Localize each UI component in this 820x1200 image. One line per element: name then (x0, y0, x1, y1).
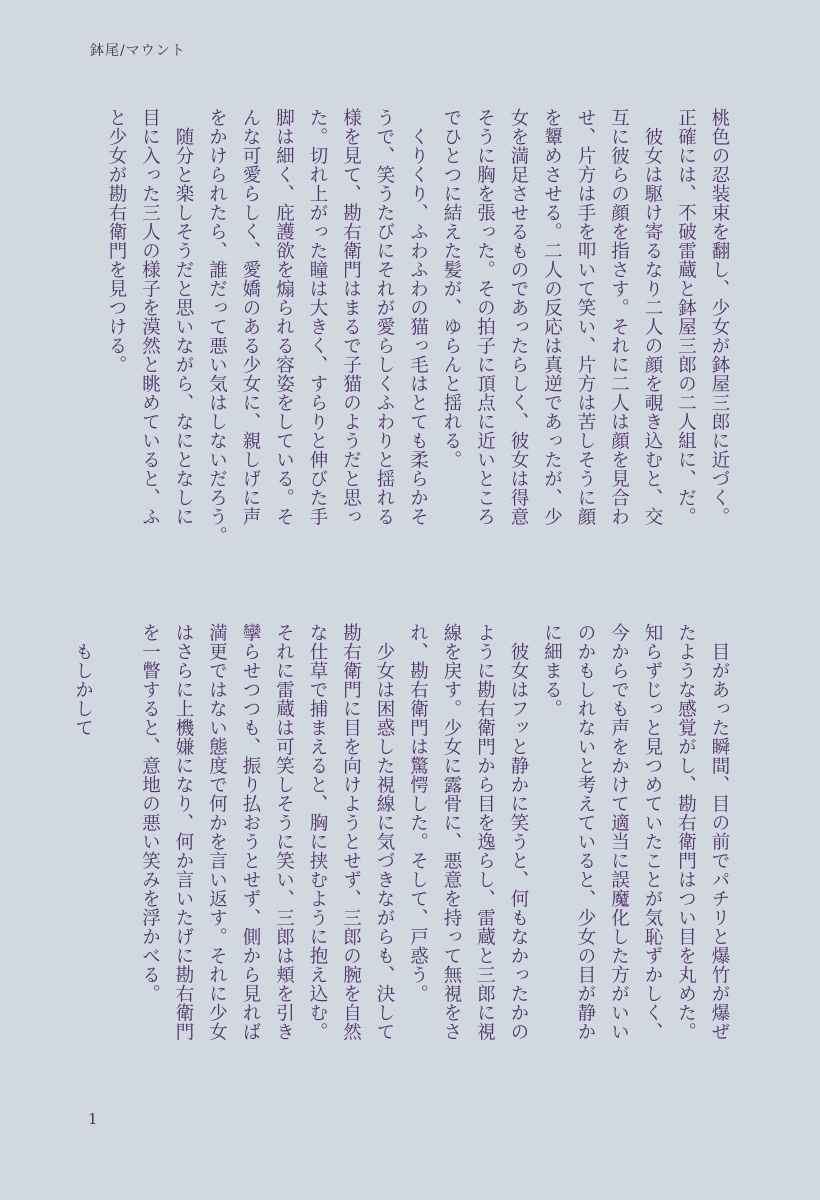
text-line: そうに胸を張った。その拍子に頂点に近いところ (474, 108, 496, 526)
text-line: 女を満足させるものであったらしく、彼女は得意 (508, 108, 529, 526)
text-line: ように勘右衛門から目を逸らし、雷蔵と三郎に視 (474, 623, 496, 1041)
text-line: 互に彼らの顔を指さす。それに二人は顔を見合わ (608, 108, 630, 526)
text-line: でひとつに結えた髪が、ゆらんと揺れる。 (441, 108, 462, 469)
text-line: んな可愛らしく、愛嬌のある少女に、親しげに声 (240, 108, 261, 526)
text-line: な仕草で捕まえると、胸に挟むように抱え込む。 (307, 623, 328, 1041)
text-line: せ、片方は手を叩いて笑い、片方は苦しそうに顔 (575, 108, 596, 526)
text-line: 正確には、不破雷蔵と鉢屋三郎の二人組に、だ。 (675, 108, 697, 526)
text-line: それに雷蔵は可笑しそうに笑い、三郎は頬を引き (273, 623, 295, 1041)
text-line: 今からでも声をかけて適当に誤魔化した方がいい (608, 623, 630, 1041)
text-line: 線を戻す。少女に露骨に、悪意を持って無視をさ (441, 623, 462, 1041)
text-line: 様を見て、勘右衛門はまるで子猫のようだと思っ (340, 108, 362, 526)
text-line: と少女が勘右衛門を見つける。 (106, 108, 127, 374)
text-line: 勘右衛門に目を向けようとせず、三郎の腕を自然 (340, 623, 362, 1041)
upper-text-block (100, 108, 737, 588)
page-header: 鉢尾/マウント (90, 43, 186, 59)
text-line: もしかして (72, 623, 94, 737)
page-number: 1 (88, 1110, 98, 1128)
text-line: 満更ではない態度で何かを言い返す。それに少女 (206, 623, 228, 1041)
text-line: のかもしれないと考えていると、少女の目が静か (575, 623, 596, 1041)
text-line: はさらに上機嫌になり、何か言いたげに勘右衛門 (173, 623, 194, 1041)
text-line: た。切れ上がった瞳は大きく、すらりと伸びた手 (307, 108, 328, 526)
text-line: 少女は困惑した視線に気づきながらも、決して (374, 623, 395, 1041)
text-line: 攣らせつつも、振り払おうとせず、側から見れば (240, 623, 261, 1041)
text-line: れ、勘右衛門は驚愕した。そして、戸惑う。 (407, 623, 429, 1003)
text-line: くりくり、ふわふわの猫っ毛はとても柔らかそ (407, 108, 429, 526)
text-line: たような感覚がし、勘右衛門はつい目を丸めた。 (675, 623, 697, 1041)
text-line: をかけられたら、誰だって悪い気はしないだろう。 (206, 108, 228, 545)
text-line: 知らずじっと見つめていたことが気恥ずかしく、 (642, 623, 663, 1041)
text-line (100, 623, 134, 1103)
text-line: を顰めさせる。二人の反応は真逆であったが、少 (541, 108, 563, 526)
text-line: 目に入った三人の様子を漠然と眺めていると、ふ (139, 108, 161, 526)
text-line: 目があった瞬間、目の前でパチリと爆竹が爆ぜ (709, 623, 730, 1041)
text-line: 彼女は駆け寄るなり二人の顔を覗き込むと、交 (642, 108, 663, 526)
text-line: 脚は細く、庇護欲を煽られる容姿をしている。そ (273, 108, 295, 526)
text-line: 彼女はフッと静かに笑うと、何もなかったかの (508, 623, 529, 1041)
text-line: 桃色の忍装束を翻し、少女が鉢屋三郎に近づく。 (709, 108, 730, 526)
lower-text-block (66, 623, 736, 1103)
text-line: 随分と楽しそうだと思いながら、なにとなしに (173, 108, 194, 526)
text-line: に細まる。 (541, 623, 563, 718)
text-line: を一瞥すると、意地の悪い笑みを浮かべる。 (139, 623, 161, 1003)
text-line: うで、笑うたびにそれが愛らしくふわりと揺れる (374, 108, 395, 526)
